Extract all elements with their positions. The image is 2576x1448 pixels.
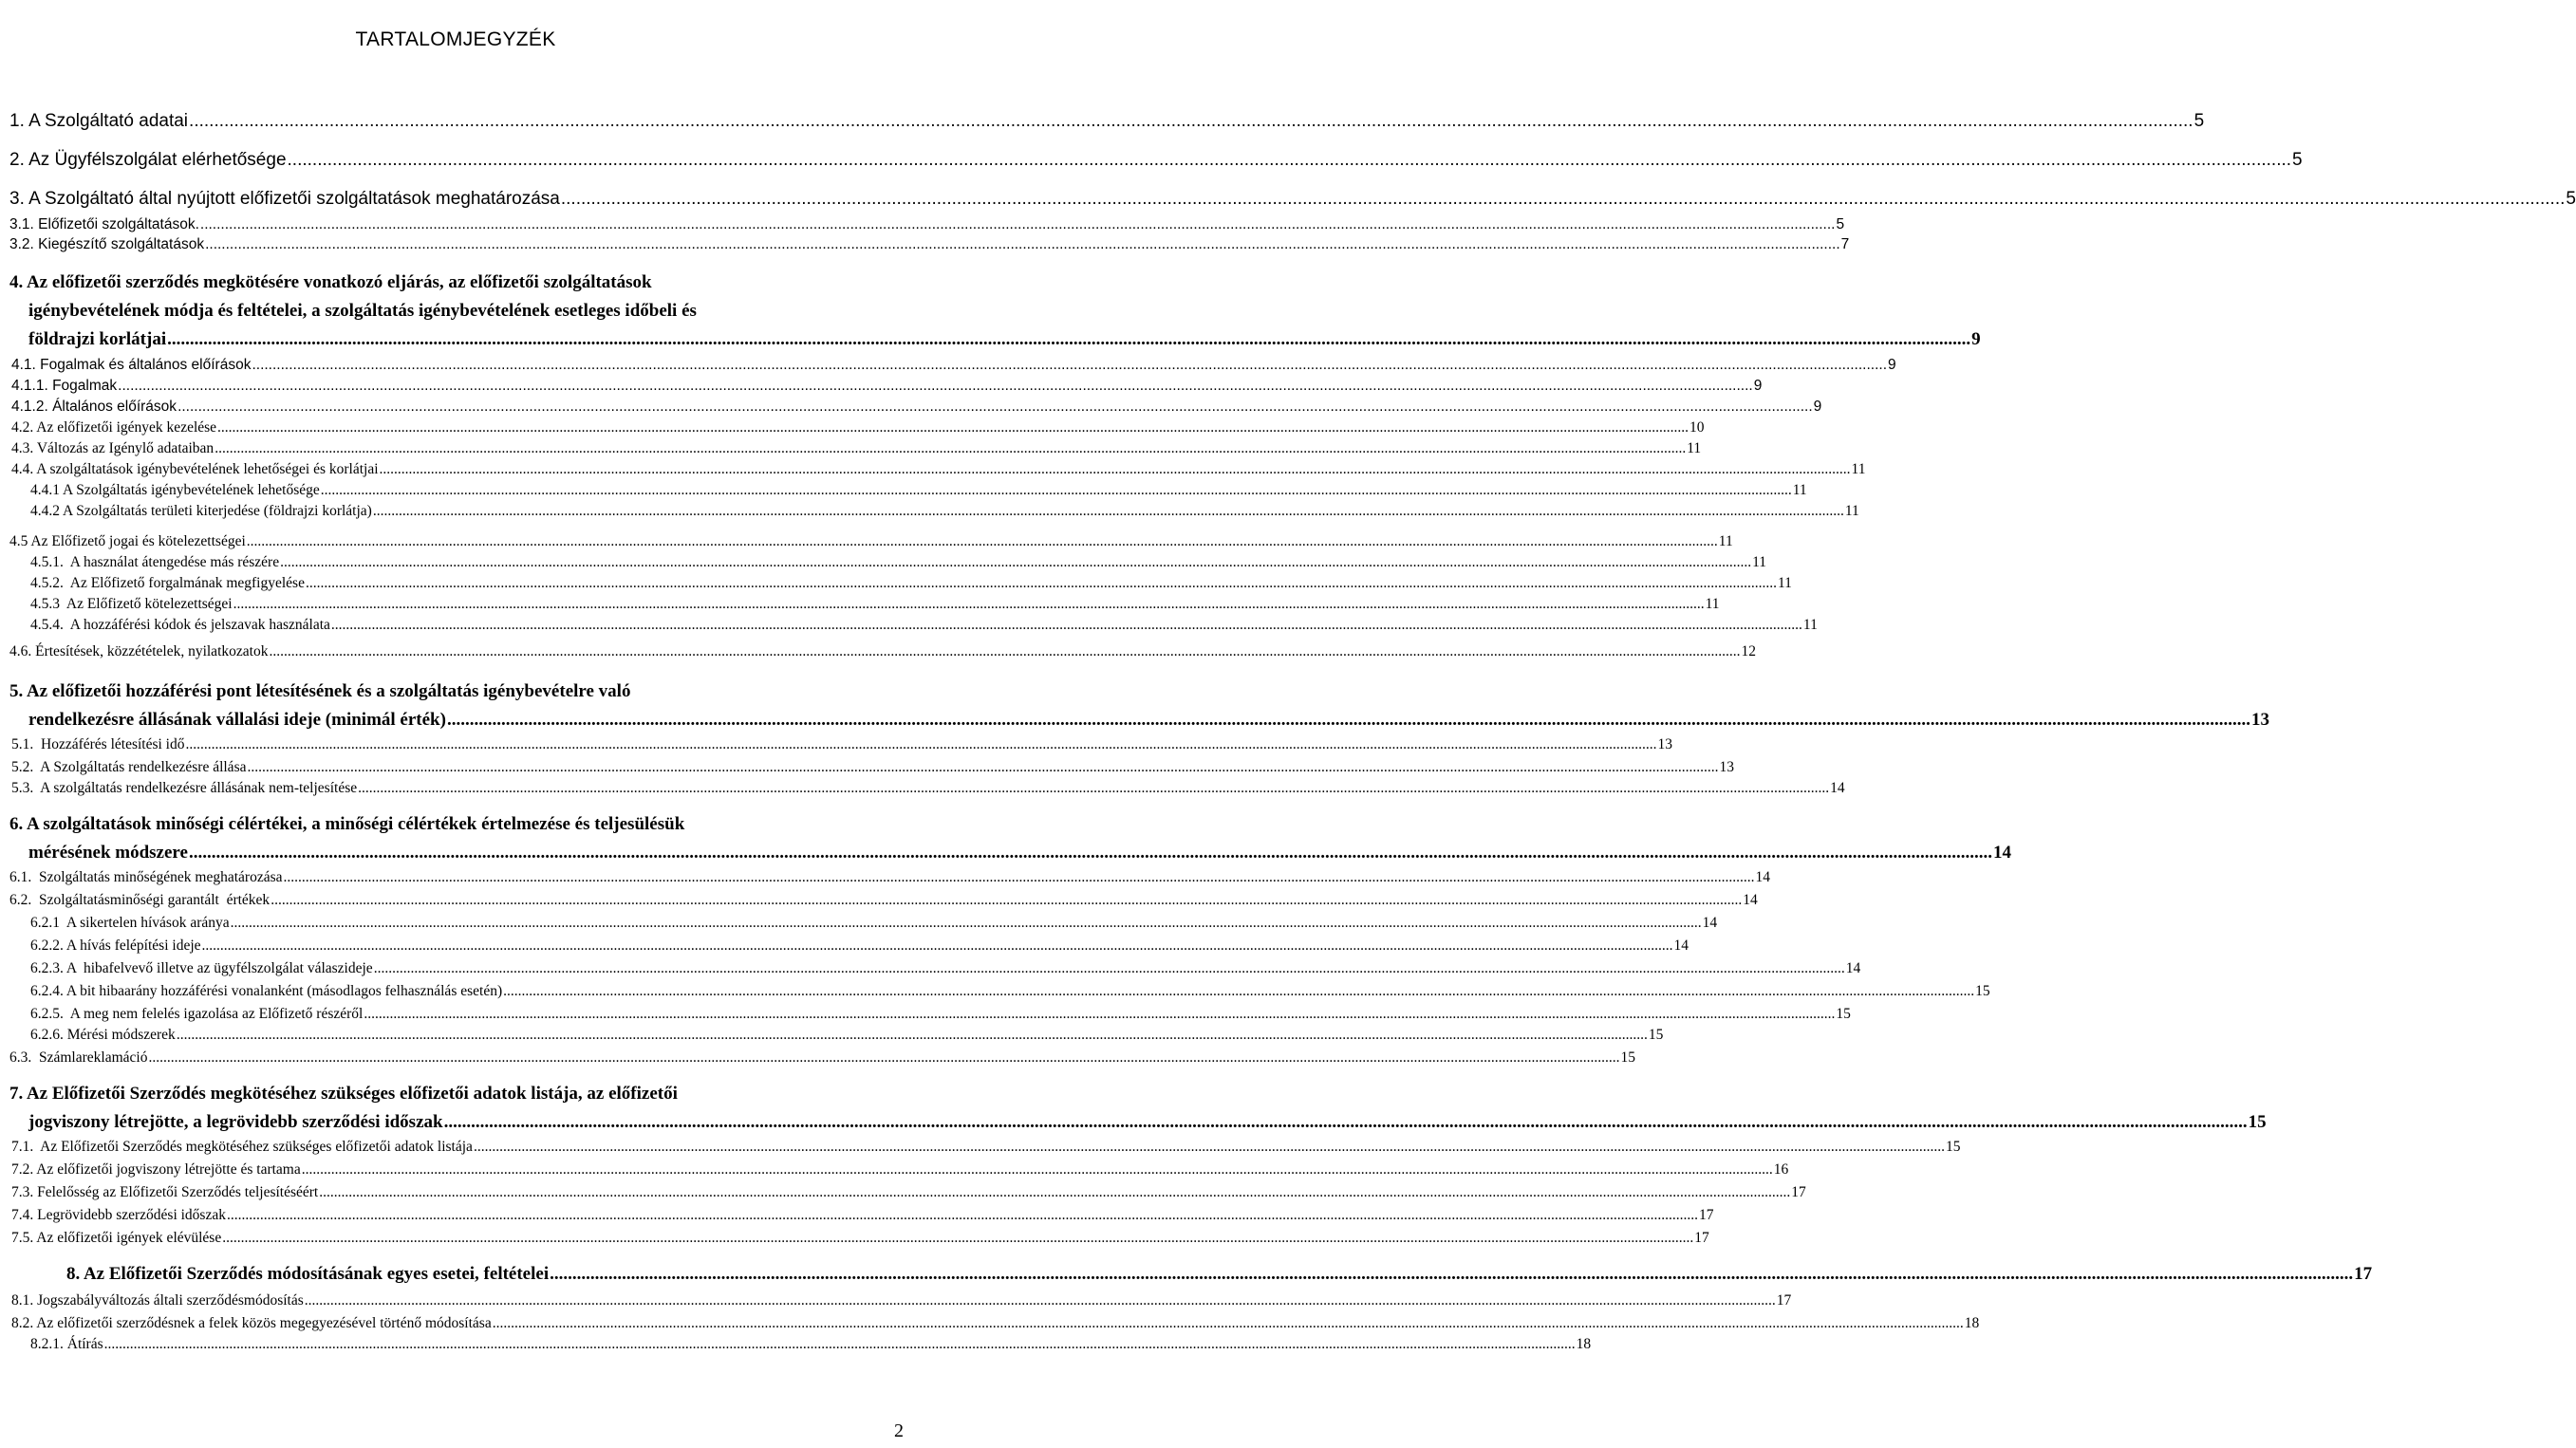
toc-page-number: 15 bbox=[1975, 983, 1990, 999]
toc-page-number: 14 bbox=[1992, 843, 2011, 863]
toc-entry-line bbox=[30, 1006, 1851, 1023]
toc-page-number: 14 bbox=[1830, 780, 1845, 796]
toc-leader-dots: ................................................................................................................................................................................................................................................................................................................................................................................................................ bbox=[201, 937, 1673, 954]
toc-entry-line bbox=[66, 1264, 2373, 1285]
toc-page-number: 14 bbox=[1755, 869, 1771, 885]
toc-page-number: 11 bbox=[1752, 554, 1767, 570]
toc-leader-dots: ................................................................................................................................................................................................................................................................................................................................................................................................................ bbox=[560, 189, 2566, 209]
toc-page-number: 5 bbox=[2566, 189, 2576, 209]
toc-entry-title: 4.5.1. A használat átengedése más részére bbox=[30, 554, 280, 570]
toc-entry-line bbox=[9, 150, 2303, 171]
toc-leader-dots: ................................................................................................................................................................................................................................................................................................................................................................................................................ bbox=[304, 1292, 1776, 1309]
toc-page-number: 13 bbox=[2250, 710, 2269, 730]
toc-entry-line bbox=[11, 1230, 1709, 1247]
toc-entry-title: 4.6. Értesítések, közzétételek, nyilatkozatok bbox=[9, 643, 269, 659]
toc-entry-line bbox=[28, 1112, 2267, 1133]
toc-leader-dots: ................................................................................................................................................................................................................................................................................................................................................................................................................ bbox=[205, 236, 1840, 252]
toc-entry-title: 6.3. Számlareklamáció bbox=[9, 1049, 148, 1066]
toc-entry-line bbox=[30, 617, 1818, 634]
toc-page-number: 12 bbox=[1741, 643, 1756, 659]
toc-entry-line bbox=[30, 596, 1720, 613]
toc-page-number: 9 bbox=[1888, 357, 1896, 373]
toc-leader-dots: ................................................................................................................................................................................................................................................................................................................................................................................................................ bbox=[446, 710, 2250, 730]
toc-entry-line bbox=[11, 440, 1702, 457]
toc-leader-dots: ................................................................................................................................................................................................................................................................................................................................................................................................................ bbox=[473, 1139, 1945, 1155]
toc-leader-dots: ................................................................................................................................................................................................................................................................................................................................................................................................................ bbox=[283, 869, 1755, 885]
toc-entry-title: 4.3. Változás az Igénylő adataiban bbox=[11, 440, 215, 456]
toc-entry-title: 4.1. Fogalmak és általános előírások bbox=[11, 357, 252, 373]
toc-leader-dots: ................................................................................................................................................................................................................................................................................................................................................................................................................ bbox=[188, 843, 1992, 863]
toc-entry-title: 6.2.5. A meg nem felelés igazolása az Előfizető részéről bbox=[30, 1006, 364, 1022]
toc-page-number: 14 bbox=[1845, 960, 1861, 976]
toc-leader-dots: ................................................................................................................................................................................................................................................................................................................................................................................................................ bbox=[215, 440, 1687, 456]
toc-page-number: 14 bbox=[1673, 937, 1689, 954]
page-title: TARTALOMJEGYZÉK bbox=[355, 28, 556, 50]
toc-entry-title: 6. A szolgáltatások minőségi célértékei, a minőségi célértékek értelmezése és teljesülésük bbox=[9, 814, 685, 834]
toc-entry-line bbox=[11, 1184, 1806, 1201]
toc-page-number: 15 bbox=[2248, 1112, 2267, 1132]
toc-page-number: 9 bbox=[1813, 399, 1822, 415]
toc-page-number: 17 bbox=[1791, 1184, 1806, 1200]
toc-entry-title: 4.2. Az előfizetői igények kezelése bbox=[11, 419, 217, 436]
toc-entry-title: 8.2. Az előfizetői szerződésnek a felek közös megegyezésével történő módosítása bbox=[11, 1315, 492, 1331]
toc-entry-title: 3.2. Kiegészítő szolgáltatások bbox=[9, 236, 205, 252]
page-number: 2 bbox=[894, 1420, 904, 1441]
toc-leader-dots: ................................................................................................................................................................................................................................................................................................................................................................................................................ bbox=[301, 1161, 1773, 1178]
toc-entry-line bbox=[30, 1027, 1664, 1044]
toc-entry-title: földrajzi korlátjai bbox=[28, 329, 167, 349]
toc-entry-title: 4.4. A szolgáltatások igénybevételének lehetőségei és korlátjai bbox=[11, 461, 379, 477]
toc-page-number: 11 bbox=[1777, 575, 1792, 591]
toc-entry-line bbox=[28, 843, 2011, 863]
toc-entry-title: 2. Az Ügyfélszolgálat elérhetősége bbox=[9, 150, 287, 170]
toc-leader-dots: ................................................................................................................................................................................................................................................................................................................................................................................................................ bbox=[222, 1230, 1694, 1246]
toc-entry-title: jogviszony létrejötte, a legrövidebb szerződési időszak bbox=[28, 1112, 443, 1132]
toc-leader-dots: ................................................................................................................................................................................................................................................................................................................................................................................................................ bbox=[103, 1336, 1576, 1352]
toc-entry-line bbox=[11, 1207, 1714, 1224]
toc-page-number: 9 bbox=[1971, 329, 1981, 349]
toc-entry-title: 6.2.1 A sikertelen hívások aránya bbox=[30, 915, 230, 931]
toc-page-number: 16 bbox=[1773, 1161, 1789, 1178]
toc-entry-line bbox=[11, 1139, 1961, 1156]
toc-leader-dots: ................................................................................................................................................................................................................................................................................................................................................................................................................ bbox=[287, 150, 2292, 170]
toc-leader-dots: ................................................................................................................................................................................................................................................................................................................................................................................................................ bbox=[167, 329, 1971, 349]
toc-entry-title: mérésének módszere bbox=[28, 843, 188, 863]
toc-entry-line bbox=[11, 1292, 1792, 1309]
toc-entry-line bbox=[30, 575, 1792, 592]
toc-entry-title: rendelkezésre állásának vállalási ideje (minimál érték) bbox=[28, 710, 446, 730]
toc-leader-dots: ................................................................................................................................................................................................................................................................................................................................................................................................................ bbox=[246, 533, 1718, 549]
toc-leader-dots: ................................................................................................................................................................................................................................................................................................................................................................................................................ bbox=[271, 892, 1743, 908]
toc-entry-line bbox=[30, 937, 1689, 955]
toc-entry-line bbox=[9, 272, 902, 293]
toc-entry-line bbox=[9, 216, 1845, 233]
toc-entry-line bbox=[11, 461, 1866, 478]
toc-entry-line bbox=[9, 236, 1850, 253]
toc-page-number: 5 bbox=[2292, 150, 2303, 170]
toc-entry-line bbox=[9, 1049, 1635, 1067]
toc-leader-dots: ................................................................................................................................................................................................................................................................................................................................................................................................................ bbox=[305, 575, 1777, 591]
toc-entry-title: 5.3. A szolgáltatás rendelkezésre állásának nem-teljesítése bbox=[11, 780, 358, 796]
toc-page-number: 18 bbox=[1576, 1336, 1592, 1352]
toc-entry-line bbox=[9, 189, 2576, 210]
toc-page-number: 10 bbox=[1689, 419, 1705, 436]
toc-entry-title: 6.2.4. A bit hibaarány hozzáférési vonalanként (másodlagos felhasználás esetén) bbox=[30, 983, 503, 999]
toc-leader-dots: ................................................................................................................................................................................................................................................................................................................................................................................................................ bbox=[185, 736, 1657, 752]
toc-entry-title: 8.2.1. Átírás bbox=[30, 1336, 103, 1352]
toc-leader-dots: ................................................................................................................................................................................................................................................................................................................................................................................................................ bbox=[358, 780, 1830, 796]
toc-entry-title: 5.1. Hozzáférés létesítési idő bbox=[11, 736, 185, 752]
toc-page-number: 11 bbox=[1718, 533, 1733, 549]
toc-page-number: 14 bbox=[1743, 892, 1758, 908]
toc-entry-title: 6.2. Szolgáltatásminőségi garantált értékek bbox=[9, 892, 271, 908]
toc-entry-title: 3. A Szolgáltató által nyújtott előfizetői szolgáltatások meghatározása bbox=[9, 189, 560, 209]
toc-page-number: 11 bbox=[1792, 482, 1807, 498]
toc-entry-title: 4.5.4. A hozzáférési kódok és jelszavak használata bbox=[30, 617, 330, 633]
toc-entry-line bbox=[30, 482, 1807, 499]
toc-entry-line bbox=[28, 301, 902, 322]
toc-page-number: 5 bbox=[1836, 216, 1845, 232]
toc-leader-dots: ................................................................................................................................................................................................................................................................................................................................................................................................................ bbox=[189, 111, 2193, 131]
toc-entry-title: 3.1. Előfizetői szolgáltatások. bbox=[9, 216, 199, 232]
toc-entry-title: 8. Az Előfizetői Szerződés módosításának egyes esetei, feltételei bbox=[66, 1264, 550, 1284]
toc-entry-line bbox=[11, 759, 1734, 776]
toc-entry-line bbox=[11, 1315, 1980, 1332]
toc-entry-title: 5.2. A Szolgáltatás rendelkezésre állása bbox=[11, 759, 247, 775]
toc-entry-title: 4.5.2. Az Előfizető forgalmának megfigyelése bbox=[30, 575, 305, 591]
toc-leader-dots: ................................................................................................................................................................................................................................................................................................................................................................................................................ bbox=[148, 1049, 1620, 1066]
toc-entry-line bbox=[9, 869, 1771, 886]
toc-entry-line bbox=[30, 915, 1718, 932]
toc-leader-dots: ................................................................................................................................................................................................................................................................................................................................................................................................................ bbox=[492, 1315, 1964, 1331]
toc-entry-title: 7.3. Felelősség az Előfizetői Szerződés teljesítéséért bbox=[11, 1184, 319, 1200]
toc-leader-dots: ................................................................................................................................................................................................................................................................................................................................................................................................................ bbox=[269, 643, 1741, 659]
toc-entry-title: 4.4.2 A Szolgáltatás területi kiterjedése (földrajzi korlátja) bbox=[30, 503, 372, 519]
toc-entry-line bbox=[9, 892, 1758, 909]
toc-entry-line bbox=[30, 503, 1859, 520]
toc-page-number: 17 bbox=[2354, 1264, 2373, 1284]
toc-page-number: 11 bbox=[1705, 596, 1720, 612]
toc-entry-title: 4.5.3 Az Előfizető kötelezettségei bbox=[30, 596, 233, 612]
toc-leader-dots: ................................................................................................................................................................................................................................................................................................................................................................................................................ bbox=[230, 915, 1702, 931]
toc-page-number: 11 bbox=[1844, 503, 1859, 519]
toc-entry-title: 4. Az előfizetői szerződés megkötésére vonatkozó eljárás, az előfizetői szolgáltatások bbox=[9, 272, 652, 292]
toc-page-number: 18 bbox=[1964, 1315, 1980, 1331]
toc-entry-line bbox=[11, 399, 1822, 416]
toc-page-number: 14 bbox=[1702, 915, 1718, 931]
toc-page-number: 15 bbox=[1836, 1006, 1851, 1022]
toc-page-number: 11 bbox=[1802, 617, 1818, 633]
toc-page-number: 13 bbox=[1719, 759, 1734, 775]
toc-entry-line bbox=[9, 643, 1756, 660]
toc-entry-line bbox=[9, 1084, 902, 1105]
toc-leader-dots: ................................................................................................................................................................................................................................................................................................................................................................................................................ bbox=[233, 596, 1705, 612]
toc-leader-dots: ................................................................................................................................................................................................................................................................................................................................................................................................................ bbox=[177, 399, 1813, 415]
toc-page-number: 9 bbox=[1753, 378, 1763, 394]
toc-page-number: 17 bbox=[1776, 1292, 1792, 1309]
toc-page-number: 11 bbox=[1851, 461, 1866, 477]
toc-leader-dots: ................................................................................................................................................................................................................................................................................................................................................................................................................ bbox=[252, 357, 1888, 373]
toc-page-number: 15 bbox=[1945, 1139, 1961, 1155]
toc-entry-title: igénybevételének módja és feltételei, a szolgáltatás igénybevételének esetleges időbeli és bbox=[28, 301, 697, 321]
toc-entry-line bbox=[11, 378, 1763, 395]
toc-leader-dots: ................................................................................................................................................................................................................................................................................................................................................................................................................ bbox=[118, 378, 1753, 394]
toc-leader-dots: ................................................................................................................................................................................................................................................................................................................................................................................................................ bbox=[199, 216, 1836, 232]
toc-entry-title: 6.1. Szolgáltatás minőségének meghatározása bbox=[9, 869, 283, 885]
toc-leader-dots: ................................................................................................................................................................................................................................................................................................................................................................................................................ bbox=[217, 419, 1689, 436]
toc-page-number: 11 bbox=[1687, 440, 1702, 456]
toc-entry-line bbox=[9, 681, 902, 702]
toc-entry-title: 7.5. Az előfizetői igények elévülése bbox=[11, 1230, 222, 1246]
toc-entry-line bbox=[28, 329, 1981, 350]
toc-entry-title: 1. A Szolgáltató adatai bbox=[9, 111, 189, 131]
toc-entry-title: 4.1.1. Fogalmak bbox=[11, 378, 118, 394]
toc-leader-dots: ................................................................................................................................................................................................................................................................................................................................................................................................................ bbox=[379, 461, 1851, 477]
toc-entry-title: 4.1.2. Általános előírások bbox=[11, 399, 177, 415]
toc-entry-title: 4.5 Az Előfizető jogai és kötelezettségei bbox=[9, 533, 246, 549]
toc-entry-line bbox=[9, 814, 902, 835]
toc-entry-line bbox=[11, 357, 1896, 374]
toc-leader-dots: ................................................................................................................................................................................................................................................................................................................................................................................................................ bbox=[503, 983, 1975, 999]
toc-page-number: 5 bbox=[2193, 111, 2205, 131]
toc-leader-dots: ................................................................................................................................................................................................................................................................................................................................................................................................................ bbox=[364, 1006, 1836, 1022]
toc-leader-dots: ................................................................................................................................................................................................................................................................................................................................................................................................................ bbox=[330, 617, 1802, 633]
toc-entry-line bbox=[9, 533, 1733, 550]
toc-leader-dots: ................................................................................................................................................................................................................................................................................................................................................................................................................ bbox=[247, 759, 1719, 775]
toc-entry-line bbox=[30, 983, 1990, 1000]
toc-entry-title: 6.2.3. A hibafelvevő illetve az ügyfélszolgálat válaszideje bbox=[30, 960, 373, 976]
toc-leader-dots: ................................................................................................................................................................................................................................................................................................................................................................................................................ bbox=[320, 482, 1792, 498]
toc-page-number: 15 bbox=[1620, 1049, 1635, 1066]
toc-entry-line bbox=[11, 780, 1845, 797]
toc-leader-dots: ................................................................................................................................................................................................................................................................................................................................................................................................................ bbox=[373, 960, 1845, 976]
toc-entry-line bbox=[11, 419, 1705, 436]
toc-leader-dots: ................................................................................................................................................................................................................................................................................................................................................................................................................ bbox=[176, 1027, 1648, 1043]
toc-entry-title: 7.1. Az Előfizetői Szerződés megkötéséhez szükséges előfizetői adatok listája bbox=[11, 1139, 473, 1155]
toc-leader-dots: ................................................................................................................................................................................................................................................................................................................................................................................................................ bbox=[372, 503, 1844, 519]
toc-entry-line bbox=[30, 960, 1861, 977]
toc-entry-title: 7. Az Előfizetői Szerződés megkötéséhez szükséges előfizetői adatok listája, az előfizetői bbox=[9, 1084, 678, 1104]
toc-entry-line bbox=[9, 111, 2205, 132]
toc-entry-title: 7.4. Legrövidebb szerződési időszak bbox=[11, 1207, 226, 1223]
toc-entry-title: 6.2.6. Mérési módszerek bbox=[30, 1027, 176, 1043]
toc-page-number: 15 bbox=[1648, 1027, 1664, 1043]
toc-leader-dots: ................................................................................................................................................................................................................................................................................................................................................................................................................ bbox=[280, 554, 1752, 570]
toc-entry-line bbox=[11, 1161, 1789, 1179]
toc-entry-line bbox=[11, 736, 1672, 753]
toc-leader-dots: ................................................................................................................................................................................................................................................................................................................................................................................................................ bbox=[443, 1112, 2248, 1132]
toc-entry-title: 6.2.2. A hívás felépítési ideje bbox=[30, 937, 201, 954]
toc-entry-line bbox=[28, 710, 2269, 731]
toc-page-number: 17 bbox=[1694, 1230, 1709, 1246]
toc-entry-line bbox=[30, 1336, 1592, 1353]
toc-page-number: 7 bbox=[1840, 236, 1850, 252]
toc-entry-title: 5. Az előfizetői hozzáférési pont létesítésének és a szolgáltatás igénybevételre való bbox=[9, 681, 631, 701]
toc-leader-dots: ................................................................................................................................................................................................................................................................................................................................................................................................................ bbox=[550, 1264, 2354, 1284]
toc-entry-title: 4.4.1 A Szolgáltatás igénybevételének lehetősége bbox=[30, 482, 320, 498]
toc-entry-line bbox=[30, 554, 1767, 571]
toc-leader-dots: ................................................................................................................................................................................................................................................................................................................................................................................................................ bbox=[319, 1184, 1791, 1200]
toc-page-number: 13 bbox=[1657, 736, 1672, 752]
toc-entry-title: 8.1. Jogszabályváltozás általi szerződésmódosítás bbox=[11, 1292, 304, 1309]
toc-page-number: 17 bbox=[1698, 1207, 1714, 1223]
toc-entry-title: 7.2. Az előfizetői jogviszony létrejötte és tartama bbox=[11, 1161, 301, 1178]
toc-leader-dots: ................................................................................................................................................................................................................................................................................................................................................................................................................ bbox=[226, 1207, 1698, 1223]
